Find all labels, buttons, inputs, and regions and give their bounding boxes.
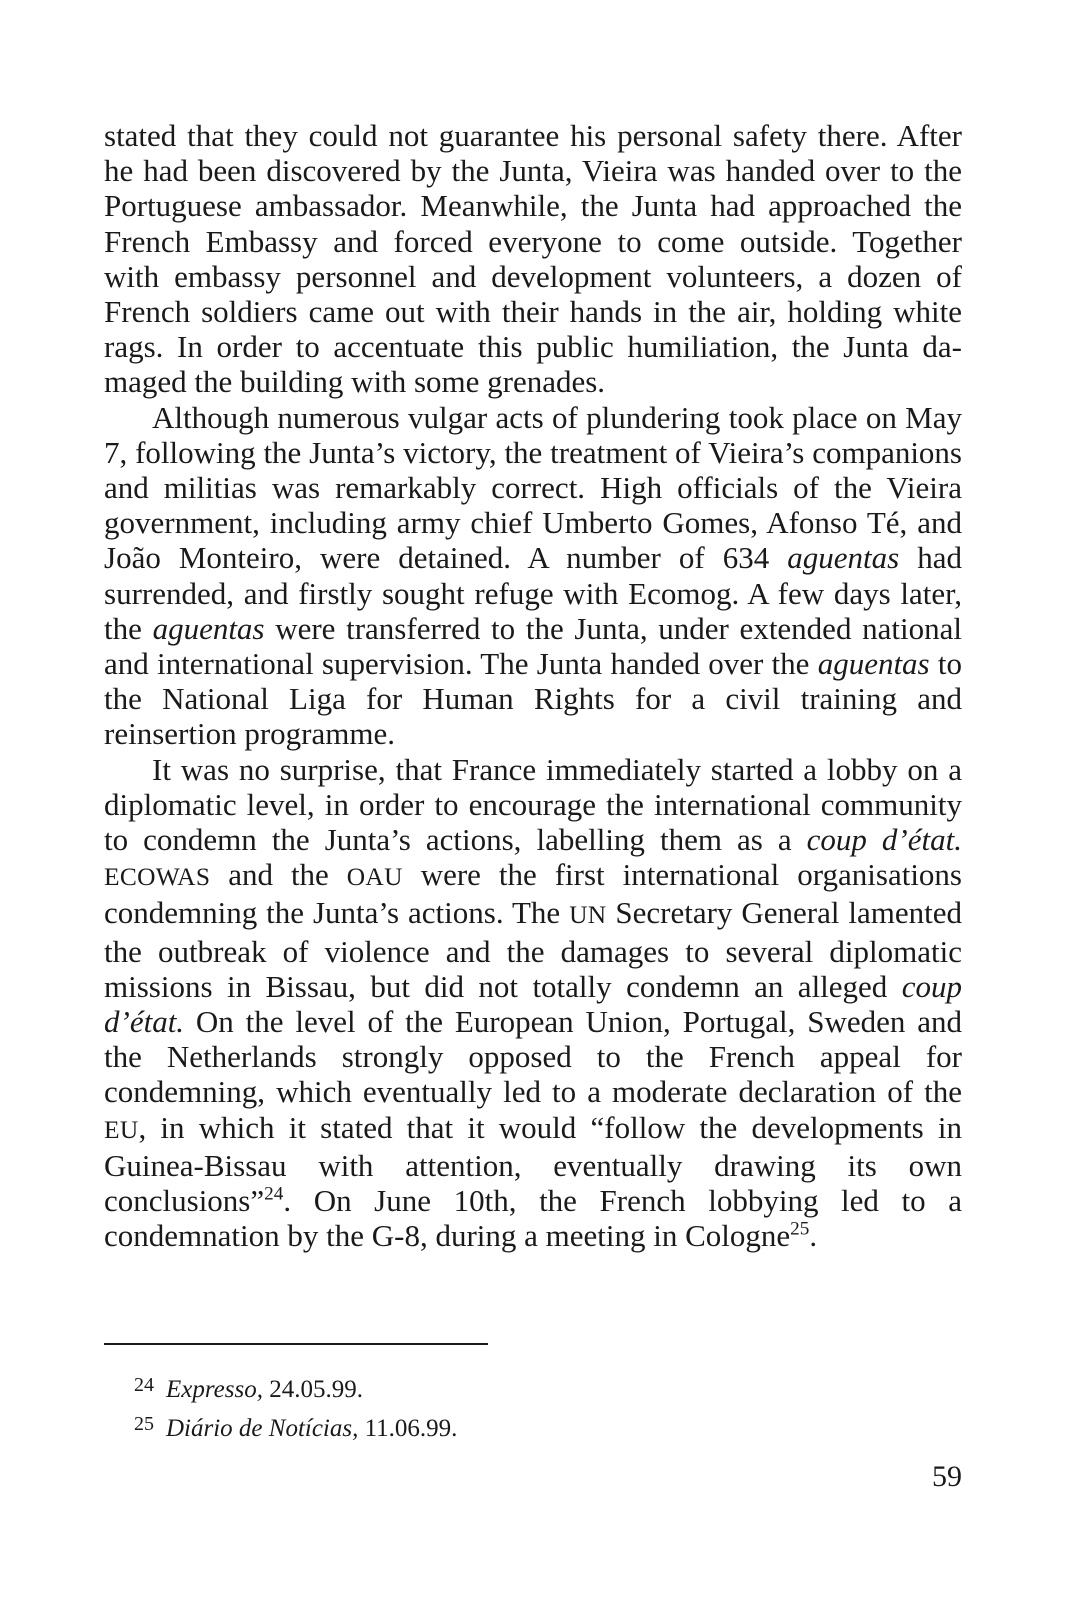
footnote-source: Diário de Notícias,: [166, 1415, 359, 1442]
footnote-date: 24.05.99.: [262, 1376, 363, 1403]
footnote-source: Expresso,: [166, 1376, 263, 1403]
footnote-date: 11.06.99.: [358, 1415, 458, 1442]
footnote: [134, 1407, 734, 1446]
acronym: ECOWAS: [104, 863, 211, 892]
italic-term: aguentas: [787, 540, 900, 576]
footnote-number: 25: [134, 1413, 154, 1435]
footnote-reference[interactable]: 24: [264, 1183, 284, 1205]
paragraph-text: .: [809, 1218, 818, 1254]
paragraph-text: to the National Liga for Human Rights for a civil training and reinsertion programme.: [104, 646, 962, 752]
paragraph-text: It was no surprise, that France immediately started a lobby on a diplomatic level, in order to encourage the international community to condemn the Junta’s actions, labelling them as a: [104, 751, 962, 858]
footnote-reference[interactable]: 25: [790, 1218, 810, 1240]
italic-term: aguentas: [817, 646, 930, 682]
acronym: OAU: [346, 863, 403, 892]
footnote-number: 24: [134, 1374, 154, 1396]
footnotes: [134, 1368, 734, 1446]
paragraph-text: On the level of the European Union, Portugal, Sweden and the Netherlands strongly opposed to the French appeal for condemning, which eventually led to a moderate declaration of the: [104, 1004, 962, 1110]
paragraph-text: and the: [210, 857, 347, 893]
footnote: [134, 1368, 734, 1407]
paragraph-text: stated that they could not guarantee his personal safety there. After he had been discovered by the Junta, Vieira was handed over to the Portuguese ambassador. Meanwhile, the Junta had approached the French Embassy and forced everyone to come outside. Together with embassy personnel and development volunteers, a dozen of French soldiers came out with their hands in the air, holding white rags. In order to accentuate this public humiliation, the Junta damaged the building with some grenades.: [104, 118, 962, 400]
paragraph-text: had surrended, and firstly sought refuge with Ecomog. A few days later, the: [104, 540, 962, 646]
page-number: 59: [932, 1460, 962, 1493]
paragraph-1: [104, 118, 962, 400]
italic-term: coup d’état.: [104, 968, 962, 1040]
acronym: EU: [104, 1115, 139, 1144]
paragraph-text: Although numerous vulgar acts of plundering took place on May 7, following the Junta’s victory, the treatment of Vieira’s companions and militias was remarkably correct. High officials of the Vieira government, including army chief Umberto Gomes, Afonso Té, and João Monteiro, were detained. A number of 634: [104, 399, 962, 576]
body-text: [104, 118, 962, 1254]
paragraph-text: were transferred to the Junta, under extended national and international supervision. The Junta handed over the: [104, 610, 962, 682]
italic-term: coup d’état.: [806, 822, 962, 858]
paragraph-2: [104, 400, 962, 752]
paragraph-text: Secretary General lamented the outbreak of violence and the damages to several diplomatic missions in Bissau, but did not totally condemn an alleged: [104, 895, 962, 1004]
footnote-divider: [104, 1343, 488, 1345]
paragraph-text: . On June 10th, the French lobbying led to a condemnation by the G-8, during a meeting in Cologne: [104, 1183, 962, 1254]
paragraph-3: [104, 752, 962, 1254]
italic-term: aguentas: [152, 610, 265, 646]
paragraph-text: , in which it stated that it would “follow the developments in Guinea-Bissau with attention, eventually drawing its own conclusions”: [104, 1109, 962, 1219]
paragraph-text: were the first international organisations condemning the Junta’s actions. The: [104, 857, 962, 931]
acronym: UN: [569, 901, 607, 930]
